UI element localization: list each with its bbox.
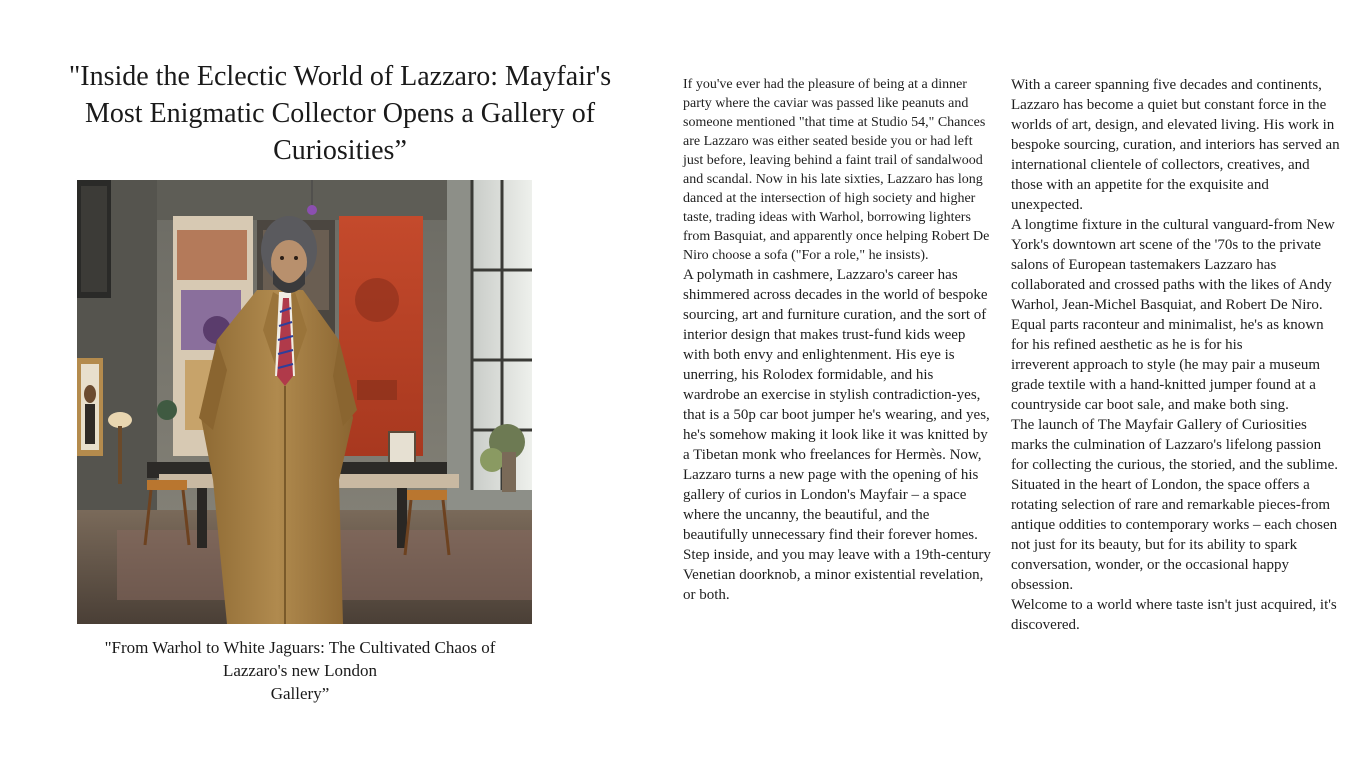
caption-line: "From Warhol to White Jaguars: The Cultivated Chaos of (104, 638, 496, 657)
image-caption (80, 636, 520, 705)
body-paragraph: The launch of The Mayfair Gallery of Curiosities marks the culmination of Lazzaro's lifelong passion for collecting the curious, the storied, and the sublime. Situated in the heart of London, the space offers a rotating selection of rare and remarkable pieces-from antique oddities to contemporary works – each chosen not just for its beauty, but for its ability to spark conversation, wonder, or the occasional happy obsession. (1011, 417, 1338, 593)
caption-line: Lazzaro's new London (222, 661, 378, 680)
hero-image-illustration (77, 180, 532, 624)
body-paragraph: With a career spanning five decades and continents, Lazzaro has become a quiet but constant force in the worlds of art, design, and elevated living. His work in bespoke sourcing, curation, and interiors has served an international clientele of collectors, creatives, and those with an appetite for the exquisite and unexpected. (1011, 77, 1340, 213)
caption-line: Gallery” (270, 684, 330, 703)
body-paragraph: A polymath in cashmere, Lazzaro's career has shimmered across decades in the world of bespoke sourcing, art and furniture curation, and the sort of interior design that makes trust-fund kids weep with both envy and enlightenment. His eye is unerring, his Rolodex formidable, and his wardrobe an exercise in stylish contradiction-yes, that is a 50p car boot jumper he's wearing, and yes, he's somehow making it look like it was knitted by a Tibetan monk who freelances for Hermès. Now, Lazzaro turns a new page with the opening of his gallery of curios in London's Mayfair – a space where the uncanny, the beautiful, and the beautifully unnecessary find their forever homes. Step inside, and you may leave with a 19th-century Venetian doorknob, a minor existential revelation, or both. (683, 267, 991, 603)
hero-image (77, 180, 532, 624)
body-paragraph: irreverent approach to style (he may pair a museum grade textile with a hand-knitted jumper found at a countryside car boot sale, and make both sing. (1011, 357, 1321, 413)
closing-paragraph: Welcome to a world where taste isn't just acquired, it's discovered. (1011, 597, 1337, 633)
article-column-right (1011, 75, 1341, 635)
intro-paragraph: If you've ever had the pleasure of being at a dinner party where the caviar was passed like peanuts and someone mentioned "that time at Studio 54," Chances are Lazzaro was either seated beside you or had left just before, leaving behind a faint trail of sandalwood and scandal. Now in his late sixties, Lazzaro has long danced at the intersection of high society and higher taste, trading ideas with Warhol, borrowing lighters from Basquiat, and apparently once helping Robert De Niro choose a sofa ("For a role," he insists). (683, 77, 990, 263)
body-paragraph: A longtime fixture in the cultural vanguard-from New York's downtown art scene of the '70s to the private salons of European tastemakers Lazzaro has collaborated and crossed paths with the likes of Andy Warhol, Jean-Michel Basquiat, and Robert De Niro. Equal parts raconteur and minimalist, he's as known for his refined aesthetic as he is for his (1011, 217, 1335, 353)
article-headline: "Inside the Eclectic World of Lazzaro: Mayfair's Most Enigmatic Collector Opens a Gallery of Curiosities” (68, 61, 612, 166)
article-column-middle (683, 75, 991, 605)
